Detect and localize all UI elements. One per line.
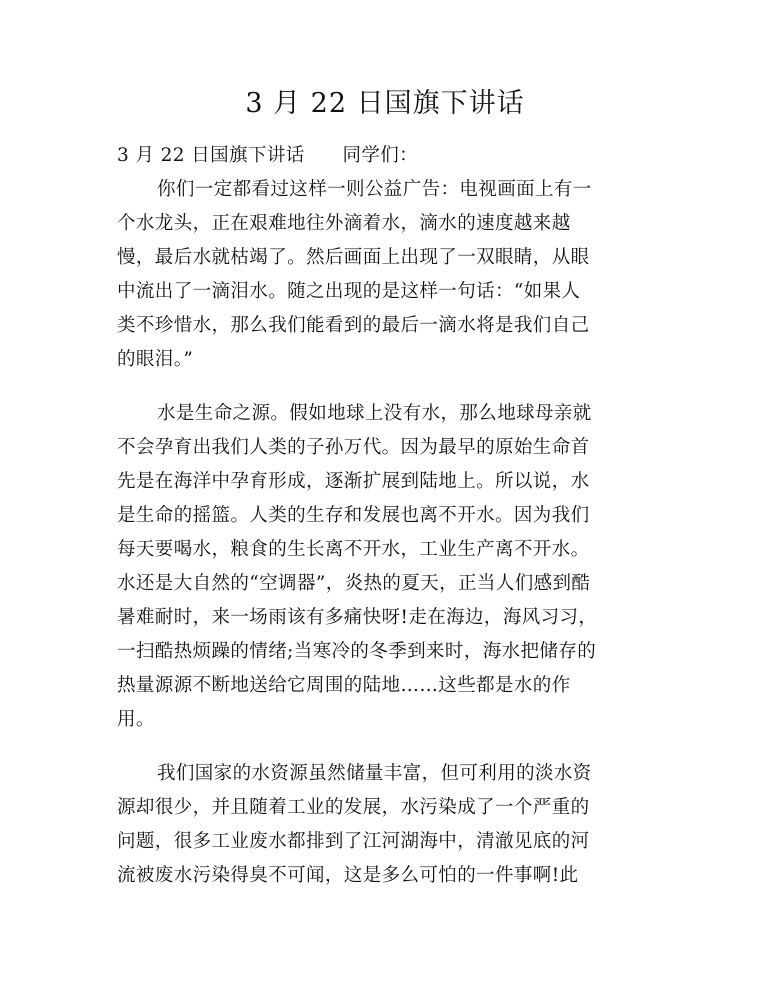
text-line: 我们国家的水资源虽然储量丰富，但可利用的淡水资	[157, 763, 592, 784]
text-line: 个水龙头，正在艰难地往外滴着水，滴水的速度越来越	[117, 213, 571, 234]
text-line: 先是在海洋中孕育形成，逐渐扩展到陆地上。所以说，水	[117, 471, 590, 492]
document-title: 3 月 22 日国旗下讲话	[245, 88, 525, 119]
text-line: 流被废水污染得臭不可闻，这是多么可怕的一件事啊!此	[117, 865, 579, 886]
text-line: 暑难耐时，来一场雨该有多痛快呀!走在海边，海风习习，	[117, 607, 598, 628]
text-line: 水还是大自然的“空调器”，炎热的夏天，正当人们感到酷	[117, 573, 591, 594]
text-line: 慢，最后水就枯竭了。然后画面上出现了一双眼睛，从眼	[117, 247, 590, 268]
text-line: 3 月 22 日国旗下讲话 同学们：	[117, 145, 419, 166]
text-line: 一扫酷热烦躁的情绪;当寒冷的冬季到来时，海水把储存的	[117, 641, 597, 662]
text-line: 用。	[117, 709, 155, 730]
text-line: 热量源源不断地送给它周围的陆地……这些都是水的作	[117, 675, 571, 696]
text-line: 类不珍惜水，那么我们能看到的最后一滴水将是我们自己	[117, 315, 590, 336]
text-line: 水是生命之源。假如地球上没有水，那么地球母亲就	[157, 403, 592, 424]
text-line: 的眼泪。”	[117, 349, 194, 370]
text-line: 问题，很多工业废水都排到了江河湖海中，清澈见底的河	[117, 831, 590, 852]
text-line: 每天要喝水，粮食的生长离不开水，工业生产离不开水。	[117, 539, 590, 560]
text-line: 不会孕育出我们人类的子孙万代。因为最早的原始生命首	[117, 437, 590, 458]
text-line: 是生命的摇篮。人类的生存和发展也离不开水。因为我们	[117, 505, 590, 526]
text-line: 源却很少，并且随着工业的发展，水污染成了一个严重的	[117, 797, 590, 818]
text-line: 你们一定都看过这样一则公益广告：电视画面上有一	[157, 179, 592, 200]
text-line: 中流出了一滴泪水。随之出现的是这样一句话：“如果人	[117, 281, 581, 302]
